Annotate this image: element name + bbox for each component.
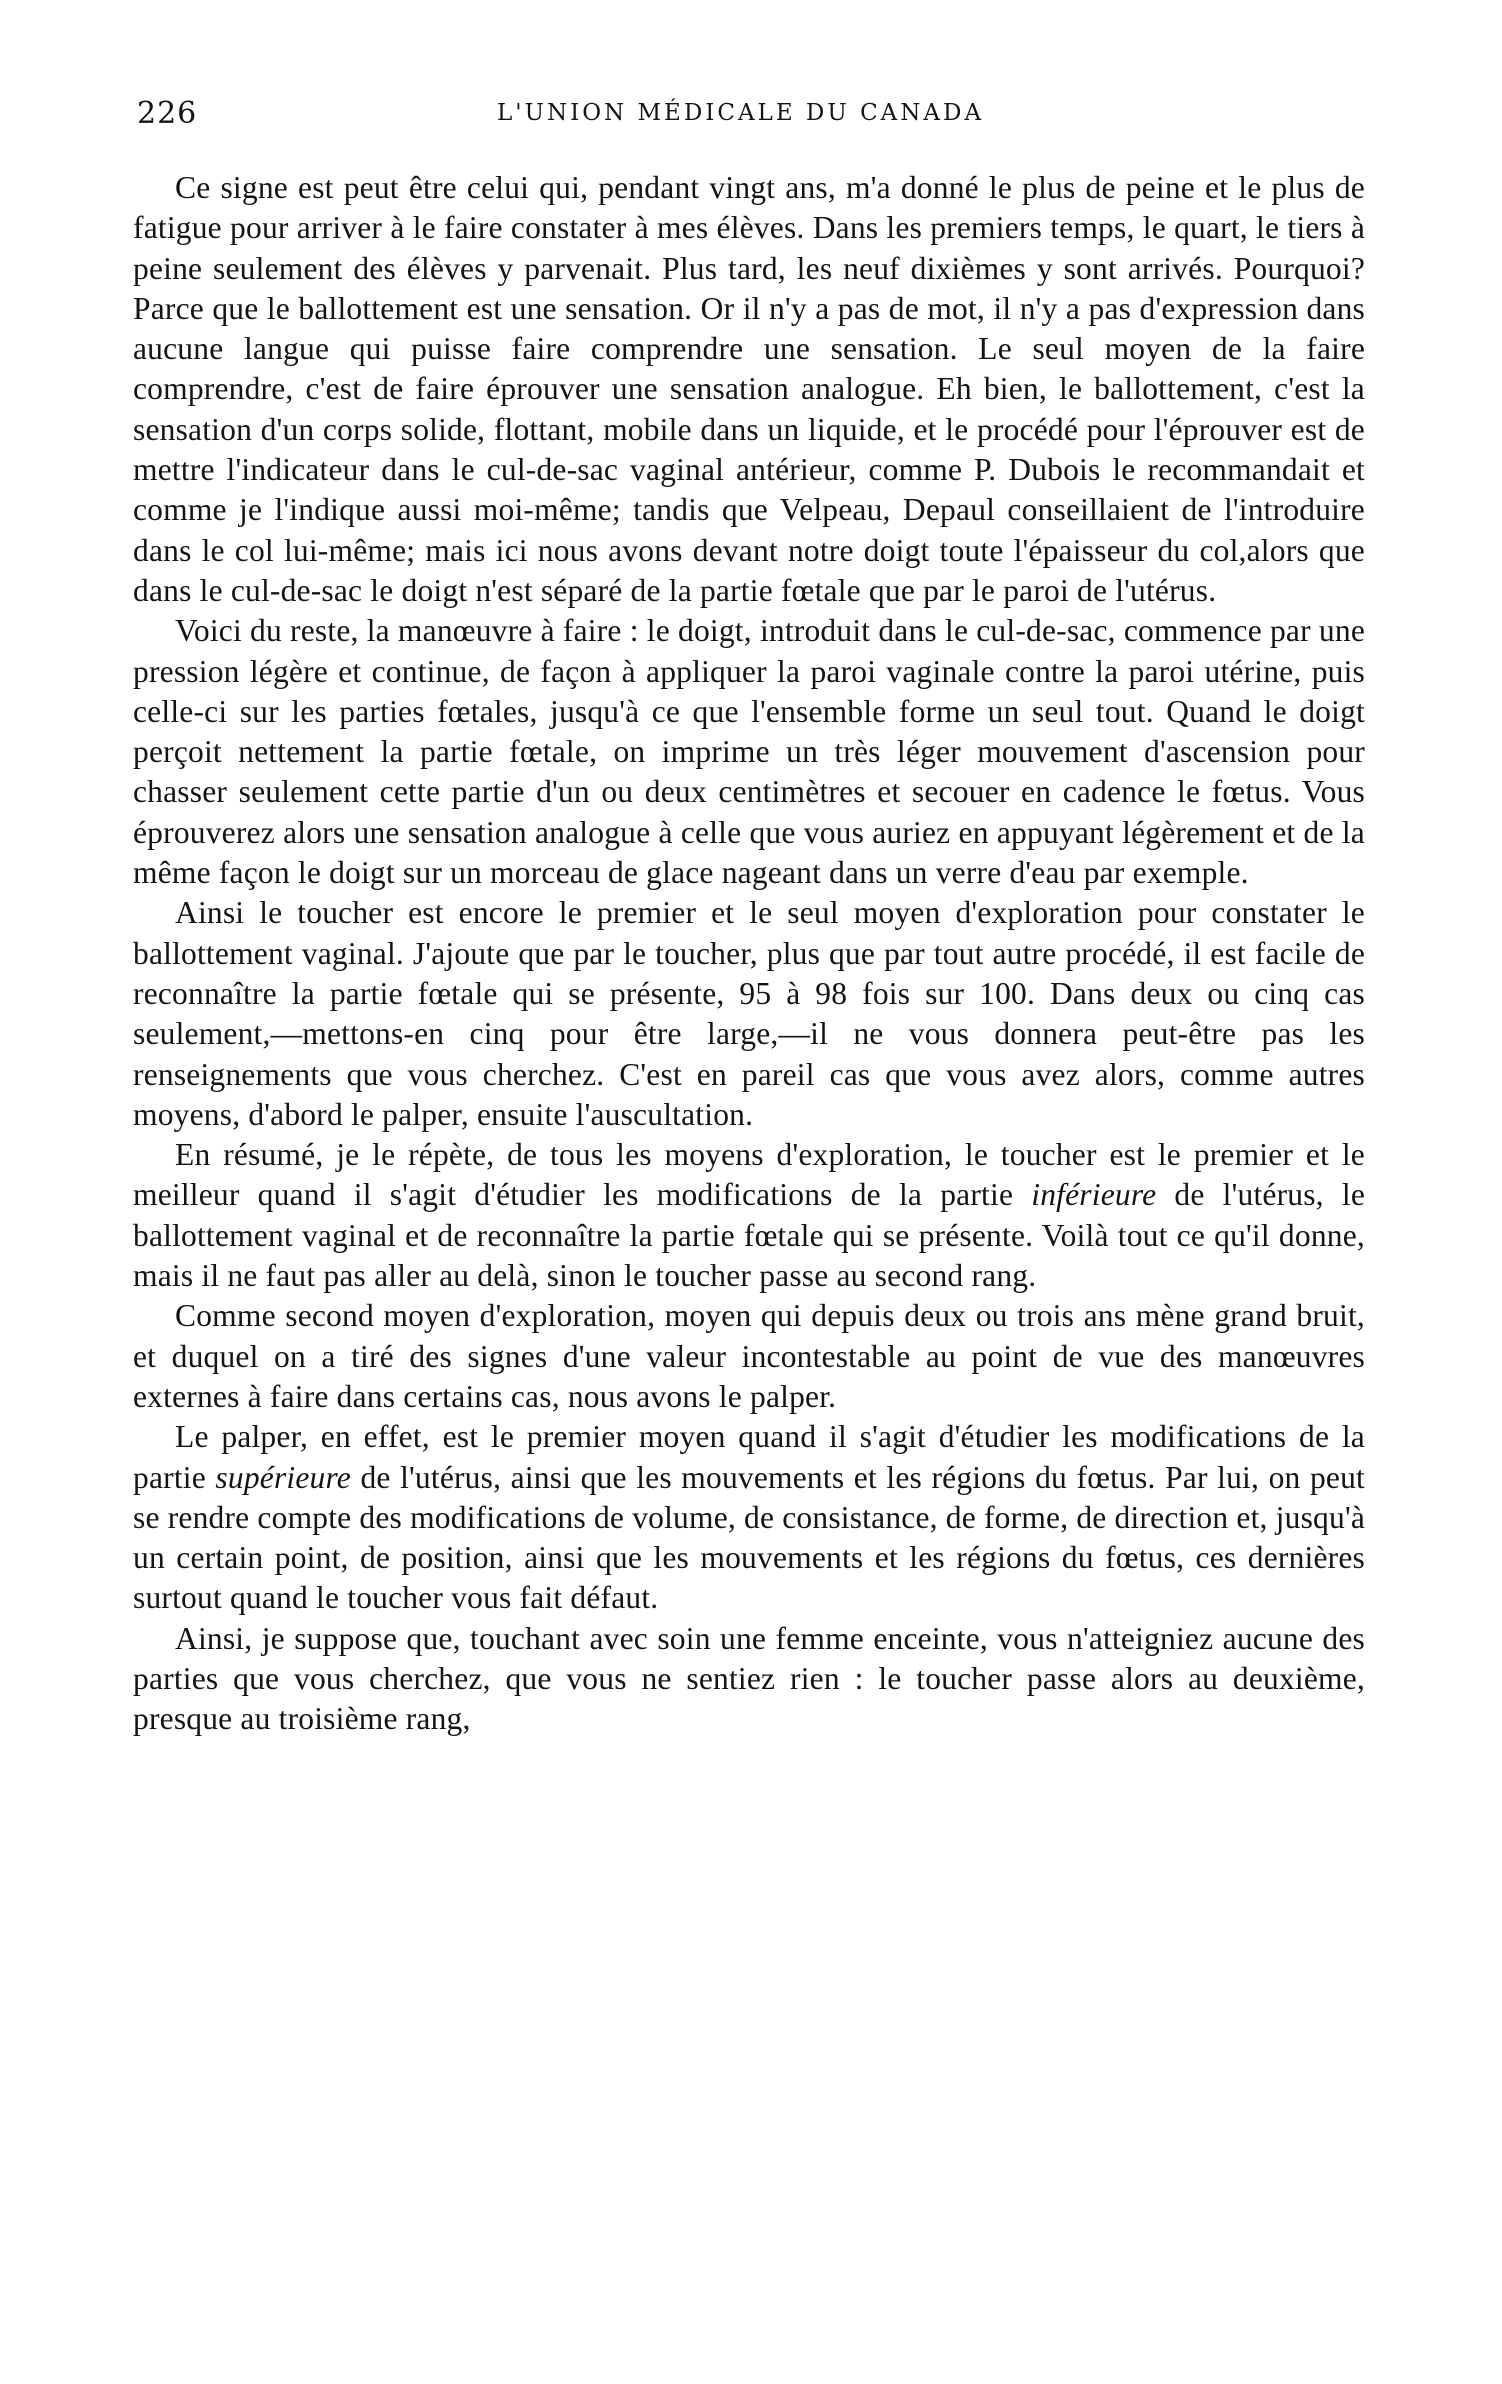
paragraph: [133, 1296, 1365, 1417]
journal-title: L'UNION MÉDICALE DU CANADA: [497, 100, 985, 126]
paragraph-text: Voici du reste, la manœuvre à faire : le doigt, introduit dans le cul-de-sac, commence par une pression légère et continue, de façon à appliquer la paroi vaginale contre la paroi utérine, puis celle-ci sur les parties fœtales, jusqu'à ce que l'ensemble forme un seul tout. Quand le doigt perçoit nettement la partie fœtale, on imprime un très léger mouvement d'ascension pour chasser seulement cette partie d'un ou deux centimètres et secouer en cadence le fœtus. Vous éprouverez alors une sensation analogue à celle que vous auriez en appuyant légèrement et de la même façon le doigt sur un morceau de glace nageant dans un verre d'eau par exemple.: [133, 613, 1365, 891]
paragraph-text: Ce signe est peut être celui qui, pendant vingt ans, m'a donné le plus de peine et le plus de fatigue pour arriver à le faire constater à mes élèves. Dans les premiers temps, le quart, le tiers à peine seulement des élèves y parvenait. Plus tard, les neuf dixièmes y sont arrivés. Pourquoi? Parce que le ballottement est une sensation. Or il n'y a pas de mot, il n'y a pas d'expression dans aucune langue qui puisse faire comprendre une sensation. Le seul moyen de la faire comprendre, c'est de faire éprouver une sensation analogue. Eh bien, le ballottement, c'est la sensation d'un corps solide, flottant, mobile dans un liquide, et le procédé pour l'éprouver est de mettre l'indicateur dans le cul-de-sac vaginal antérieur, comme P. Dubois le recommandait et comme je l'indique aussi moi-même; tandis que Velpeau, Depaul conseillaient de l'introduire dans le col lui-même; mais ici nous avons devant notre doigt toute l'épaisseur du col,alors que dans le cul-de-sac le doigt n'est séparé de la partie fœtale que par le paroi de l'utérus.: [133, 170, 1365, 608]
paragraph: [133, 1619, 1365, 1740]
running-head: [137, 96, 1337, 136]
body-text: [133, 168, 1365, 1740]
paragraph: [133, 893, 1365, 1135]
paragraph: [133, 1417, 1365, 1618]
italic-text: supérieure: [215, 1459, 351, 1495]
paragraph: [133, 1135, 1365, 1296]
italic-text: inférieure: [1031, 1177, 1157, 1213]
paragraph-text: Ainsi le toucher est encore le premier et le seul moyen d'exploration pour constater le ballottement vaginal. J'ajoute que par le toucher, plus que par tout autre procédé, il est facile de reconnaître la partie fœtale qui se présente, 95 à 98 fois sur 100. Dans deux ou cinq cas seulement,—mettons-en cinq pour être large,—il ne vous donnera peut-être pas les renseignements que vous cherchez. C'est en pareil cas que vous avez alors, comme autres moyens, d'abord le palper, ensuite l'auscultation.: [133, 895, 1365, 1132]
page-number: 226: [137, 96, 198, 131]
paragraph: [133, 611, 1365, 893]
paragraph-text: Le palper, en effet, est le premier moyen quand il s'agit d'étudier les modifications de la partie: [133, 1419, 1365, 1495]
paragraph-text: Comme second moyen d'exploration, moyen qui depuis deux ou trois ans mène grand bruit, et duquel on a tiré des signes d'une valeur incontestable au point de vue des manœuvres externes à faire dans certains cas, nous avons le palper.: [133, 1298, 1365, 1414]
paragraph-text: Ainsi, je suppose que, touchant avec soin une femme enceinte, vous n'atteigniez aucune des parties que vous cherchez, que vous ne sentiez rien : le toucher passe alors au deuxième, presque au troisième rang,: [133, 1620, 1365, 1737]
paragraph: [133, 168, 1365, 611]
paragraph-text: de l'utérus, ainsi que les mouvements et les régions du fœtus. Par lui, on peut se rendre compte des modifications de volume, de consistance, de forme, de direction et, jusqu'à un certain point, de position, ainsi que les mouvements et les régions du fœtus, ces dernières surtout quand le toucher vous fait défaut.: [133, 1459, 1365, 1616]
paragraph-text: de l'utérus, le ballottement vaginal et de reconnaître la partie fœtale qui se présente. Voilà tout ce qu'il donne, mais il ne faut pas aller au delà, sinon le toucher passe au second rang.: [133, 1177, 1365, 1294]
paragraph-text: En résumé, je le répète, de tous les moyens d'exploration, le toucher est le premier et le meilleur quand il s'agit d'étudier les modifications de la partie: [133, 1137, 1365, 1213]
